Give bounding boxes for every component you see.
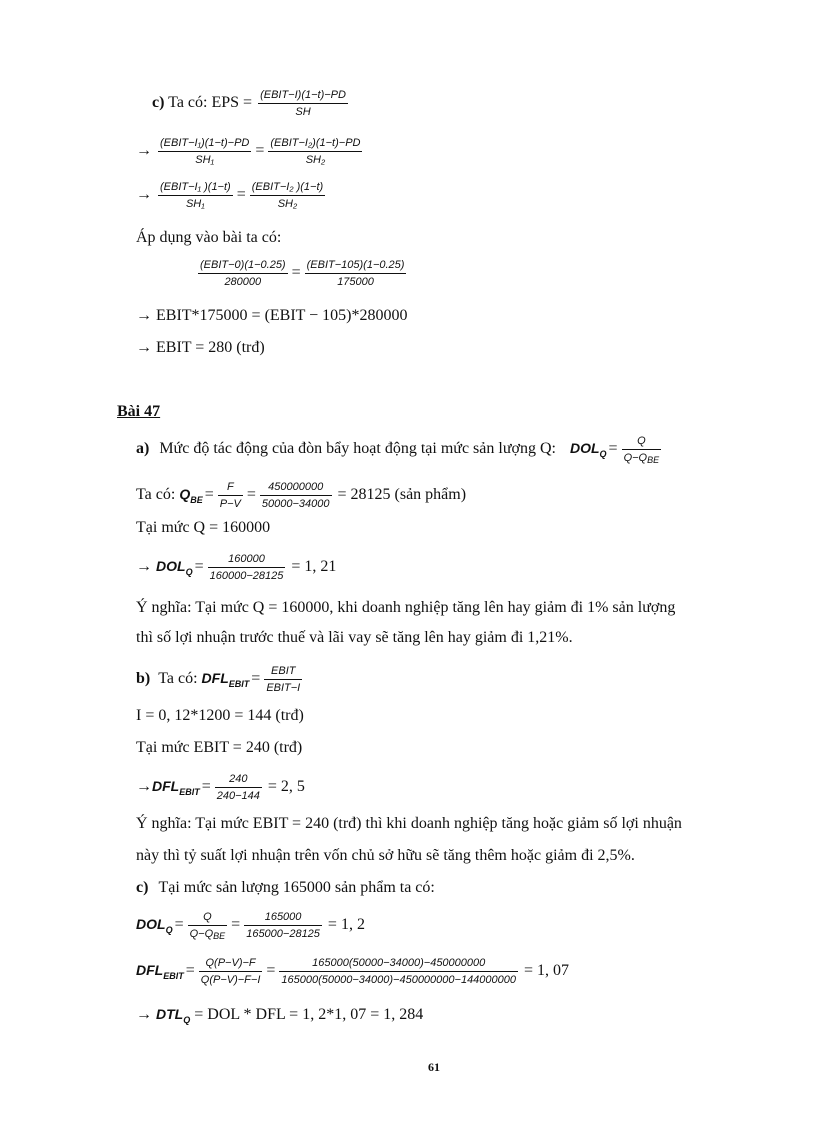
- interest-line: I = 0, 12*1200 = 144 (trđ): [136, 707, 304, 724]
- dol-c-fraction-1: $\frac{Q}{\text{Q−QBE}}$: [189, 911, 226, 941]
- dfl-value-result: = 2, 5: [267, 778, 305, 796]
- eps-fraction-1: $\frac{\text{(EBIT−I₁)(1−t)−PD}}{\text{SH₁}}$: [160, 137, 250, 166]
- arrow-icon: →: [136, 558, 152, 576]
- meaning-1-line-1: Ý nghĩa: Tại mức Q = 160000, khi doanh nghiệp tăng lên hay giảm đi 1% sản lượng: [136, 599, 676, 616]
- arrow-icon: →: [136, 1006, 152, 1023]
- dol-c-line: $DOL_Q$ = $\frac{Q}{\text{Q−QBE}}$ = $\frac{165000}{165000-28125}$ = 1, 2: [136, 911, 365, 941]
- eps-fraction: $\frac{\text{(EBIT−I)(1−t)−PD}}{SH}$: [260, 89, 346, 118]
- meaning-2-line-1: Ý nghĩa: Tại mức EBIT = 240 (trđ) thì khi doanh nghiệp tăng hoặc giảm số lợi nhuận: [136, 815, 682, 832]
- result-line-1: → EBIT*175000 = (EBIT − 105)*280000: [136, 307, 408, 324]
- eps-formula-line: [152, 88, 350, 119]
- ebit-line: Tại mức EBIT = 240 (trđ): [136, 739, 303, 756]
- eps-equality-line-2: → $\frac{\text{(EBIT−I₁ )(1−t)}}{\text{SH₁}}$ = $\frac{\text{(EBIT−I₂ )(1−t)}}{\text{SH₂}}$: [136, 181, 324, 210]
- dolq-result: = 1, 21: [291, 558, 337, 576]
- dfl-c-result: = 1, 07: [524, 962, 570, 980]
- dtl-result: = DOL * DFL = 1, 2*1, 07 = 1, 284: [194, 1006, 424, 1023]
- arrow-icon: →: [136, 186, 152, 204]
- part-c-line: c) Tại mức sản lượng 165000 sản phẩm ta có:: [136, 879, 435, 896]
- qbe-symbol: $Q_{BE}$: [179, 486, 203, 506]
- eps-fraction-3: $\frac{\text{(EBIT−I₁ )(1−t)}}{\text{SH₁}}$: [160, 181, 231, 210]
- dfl-symbol: $DFL_{EBIT}$: [201, 670, 250, 690]
- part-a-line: a) Mức độ tác động của đòn bẩy hoạt động tại mức sản lượng Q: $DOL_Q$ = $\frac{Q}{\text{Q−QBE}}$: [136, 435, 660, 465]
- qbe-fraction-1: $\frac{F}{P-V}$: [219, 481, 241, 510]
- part-b-line: b) Ta có: $DFL_{EBIT}$ = $\frac{\text{EBIT}}{\text{EBIT−I}}$: [136, 665, 301, 694]
- dfl-c-line: $DFL_{EBIT}$ = $\frac{Q(P-V)-F}{Q(P-V)-F-I}$ = $\frac{165000(50000-34000)-450000000}{165000(50000-34000)-450000000-144000000}$ = 1, 07: [136, 957, 570, 986]
- dol-c-result: = 1, 2: [327, 916, 365, 934]
- dfl-fraction: $\frac{\text{EBIT}}{\text{EBIT−I}}$: [266, 665, 301, 694]
- arrow-icon: →: [136, 307, 152, 324]
- dfl-value-line: $\to DFL_{EBIT}$ = $\frac{240}{240-144}$ = 2, 5: [136, 773, 305, 802]
- dfl-c-fraction-1: $\frac{Q(P-V)-F}{Q(P-V)-F-I}$: [200, 957, 261, 986]
- apply-fraction-1: $\frac{\text{(EBIT−0)(1−0.25)}}{280000}$: [200, 259, 286, 288]
- arrow-icon: →: [136, 339, 152, 356]
- eps-fraction-4: $\frac{\text{(EBIT−I₂ )(1−t)}}{\text{SH₂}}$: [251, 181, 324, 210]
- dolq-line: → $DOL_Q$ = $\frac{160000}{160000-28125}$ = 1, 21: [136, 553, 337, 582]
- dfl-value-fraction: $\frac{240}{240-144}$: [216, 773, 260, 802]
- section-title: Bài 47: [117, 403, 161, 420]
- qbe-fraction-2: $\frac{450000000}{50000-34000}$: [261, 481, 330, 510]
- meaning-1-line-2: thì số lợi nhuận trước thuế và lãi vay sẽ tăng lên hay giảm đi 1,21%.: [136, 629, 573, 646]
- apply-fraction-2: $\frac{\text{(EBIT−105)(1−0.25)}}{175000}$: [306, 259, 405, 288]
- arrow-icon: →: [136, 142, 152, 160]
- dol-c-fraction-2: $\frac{165000}{165000-28125}$: [246, 911, 320, 940]
- apply-text: Áp dụng vào bài ta có:: [136, 229, 282, 246]
- eps-equality-line-1: → $\frac{\text{(EBIT−I₁)(1−t)−PD}}{\text{SH₁}}$ = $\frac{\text{(EBIT−I₂)(1−t)−PD}}{\text{SH₂}}$: [136, 137, 361, 166]
- apply-equation: $\frac{\text{(EBIT−0)(1−0.25)}}{280000}$ = $\frac{\text{(EBIT−105)(1−0.25)}}{175000}$: [200, 259, 405, 288]
- qbe-result: = 28125 (sản phẩm): [337, 486, 467, 504]
- dtl-line: → $DTL_Q$ = DOL * DFL = 1, 2*1, 07 = 1, 284: [136, 1006, 424, 1025]
- result-line-2: → EBIT = 280 (trđ): [136, 339, 265, 356]
- eps-intro: Ta có: EPS =: [168, 94, 253, 112]
- arrow-icon: →: [136, 778, 152, 796]
- q-line: Tại mức Q = 160000: [136, 519, 271, 536]
- dol-fraction: $\frac{Q}{\text{Q−QBE}}$: [623, 435, 660, 465]
- eps-fraction-2: $\frac{\text{(EBIT−I₂)(1−t)−PD}}{\text{SH₂}}$: [270, 137, 361, 166]
- dolq-fraction: $\frac{160000}{160000-28125}$: [209, 553, 284, 582]
- meaning-2-line-2: này thì tỷ suất lợi nhuận trên vốn chủ sở hữu sẽ tăng thêm hoặc giảm đi 2,5%.: [136, 847, 635, 864]
- part-c-label: c): [152, 94, 165, 112]
- dol-symbol: $DOL_Q$: [569, 440, 607, 460]
- page-number: 61: [428, 1060, 440, 1074]
- dfl-c-fraction-2: $\frac{165000(50000-34000)-450000000}{165000(50000-34000)-450000000-144000000}$: [281, 957, 517, 986]
- qbe-line: Ta có: $Q_{BE}$ = $\frac{F}{P-V}$ = $\frac{450000000}{50000-34000}$ = 28125 (sản phẩm): [136, 481, 467, 510]
